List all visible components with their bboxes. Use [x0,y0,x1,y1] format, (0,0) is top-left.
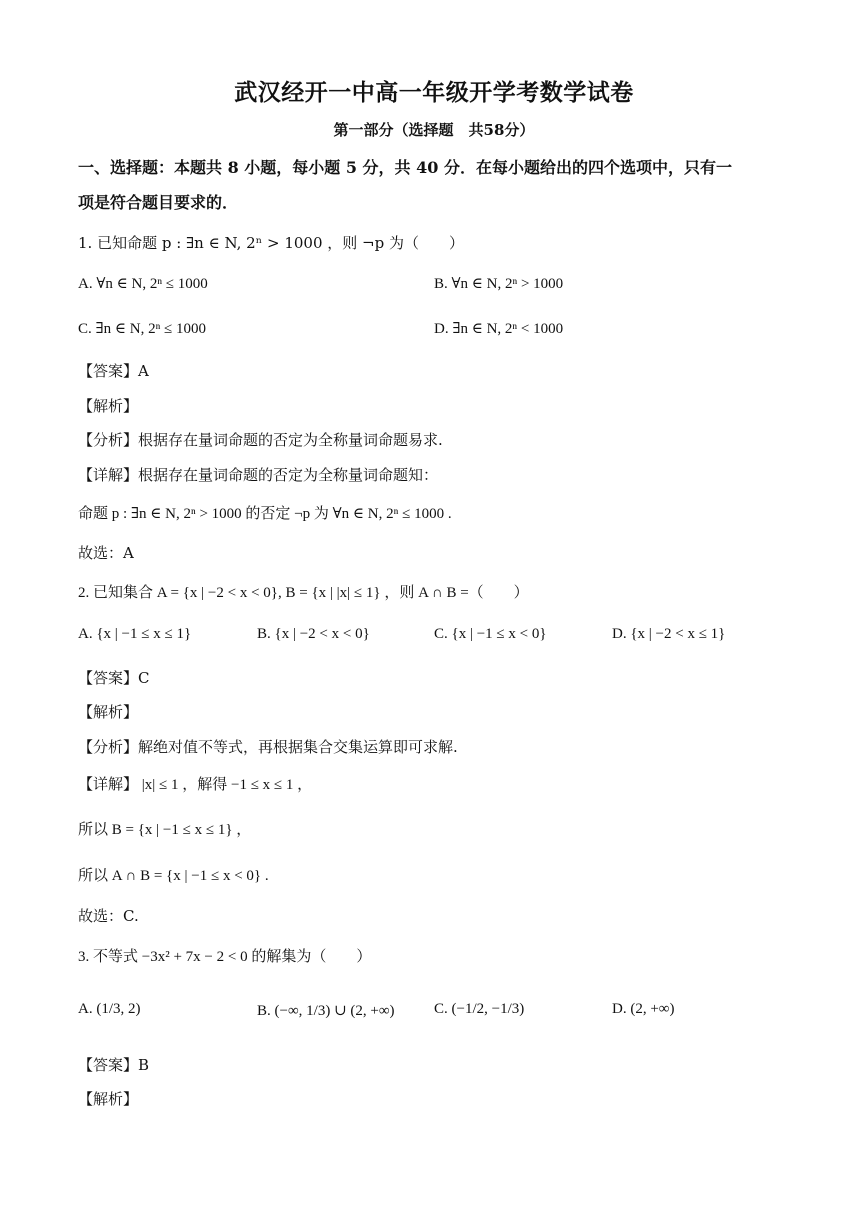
question-1-option-a: A. ∀n ∈ N, 2ⁿ ≤ 1000 [78,276,208,292]
question-2-jiexi: 【解析】 [78,703,139,721]
question-1-stem: 1. 已知命题 p : ∃n ∈ N, 2ⁿ > 1000 ，则 ¬p 为（ ） [78,234,464,252]
question-1-option-d: D. ∃n ∈ N, 2ⁿ < 1000 [434,321,564,337]
question-1-conclusion: 故选：A [78,544,134,562]
question-3-jiexi: 【解析】 [78,1090,139,1108]
section-heading-line-1: 一、选择题：本题共 8 小题，每小题 5 分，共 40 分．在每小题给出的四个选项中，只有一 [78,158,732,177]
question-2-detail: 【详解】 |x| ≤ 1 ，解得 −1 ≤ x ≤ 1 ， [78,777,313,793]
question-1-option-c: C. ∃n ∈ N, 2ⁿ ≤ 1000 [78,321,207,337]
question-3-answer: 【答案】B [78,1056,150,1074]
question-1-analysis: 【分析】根据存在量词命题的否定为全称量词命题易求. [78,431,443,449]
question-2-option-a: A. {x | −1 ≤ x ≤ 1} [78,626,192,642]
question-2-answer: 【答案】C [78,669,150,687]
question-3-option-b: B. (−∞, 1/3) ∪ (2, +∞) [257,1003,395,1019]
question-3-option-c: C. (−1/2, −1/3) [434,1001,525,1017]
question-3-option-d: D. (2, +∞) [612,1001,675,1017]
question-1-jiexi: 【解析】 [78,397,139,415]
question-1-detail: 【详解】根据存在量词命题的否定为全称量词命题知： [78,466,439,484]
question-1-derivation: 命题 p : ∃n ∈ N, 2ⁿ > 1000 的否定 ¬p 为 ∀n ∈ N, 2ⁿ ≤ 1000 . [78,506,452,522]
question-2-option-d: D. {x | −2 < x ≤ 1} [612,626,726,642]
question-2-conclusion: 故选：C. [78,907,139,925]
question-3-stem: 3. 不等式 −3x² + 7x − 2 < 0 的解集为（ ） [78,949,372,965]
question-2-analysis: 【分析】解绝对值不等式，再根据集合交集运算即可求解. [78,738,458,756]
question-2-option-b: B. {x | −2 < x < 0} [257,626,370,642]
section-heading-line-2: 项是符合题目要求的． [78,193,239,212]
question-1-answer: 【答案】A [78,362,149,380]
question-2-step-2: 所以 A ∩ B = {x | −1 ≤ x < 0} . [78,868,269,884]
question-2-step-1: 所以 B = {x | −1 ≤ x ≤ 1} ， [78,822,252,838]
question-3-option-a: A. (1/3, 2) [78,1001,141,1017]
exam-title: 武汉经开一中高一年级开学考数学试卷 [234,79,634,106]
question-2-option-c: C. {x | −1 ≤ x < 0} [434,626,547,642]
question-1-option-b: B. ∀n ∈ N, 2ⁿ > 1000 [434,276,564,292]
part-subtitle: 第一部分（选择题 共58分） [333,121,535,139]
question-2-stem: 2. 已知集合 A = {x | −2 < x < 0}, B = {x | |x| ≤ 1} ，则 A ∩ B =（ ） [78,585,529,601]
